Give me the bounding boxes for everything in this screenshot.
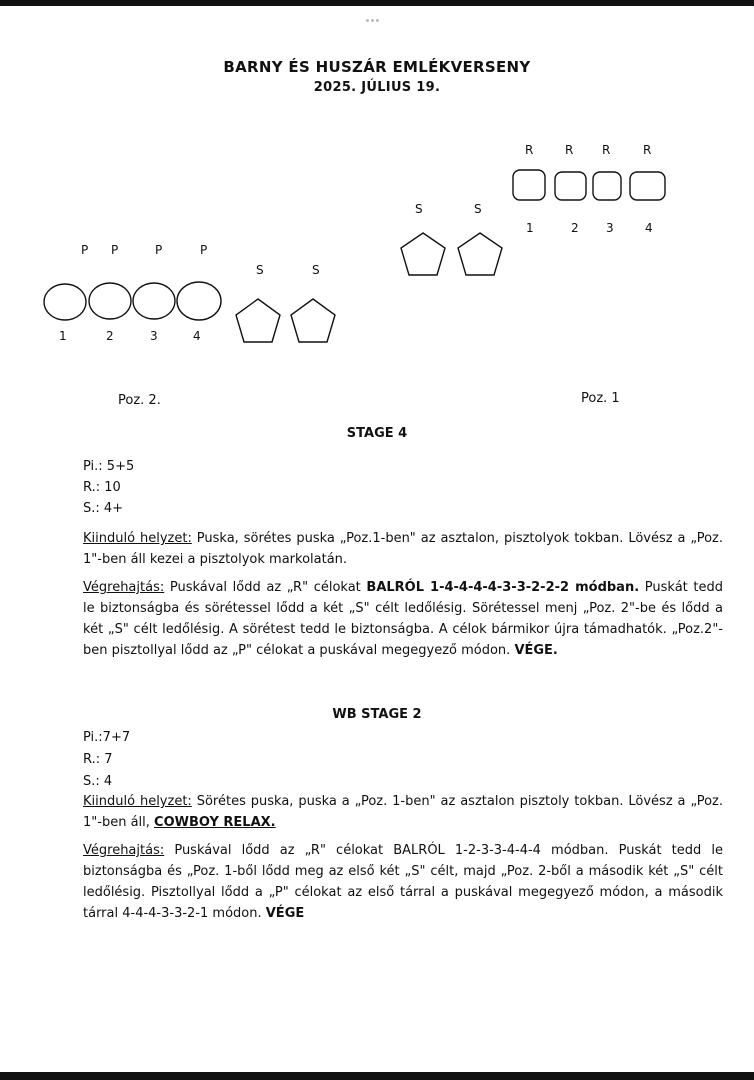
stage4-exec-text2: Puskát tedd le biztonságba és sörétessel lődd a két „S" célt ledőlésig. Sörétessel menj „Poz. 2"-be és lődd a két „S" célt ledőlésig. A sörétest tedd le biztonságba. A célok bármikor újra támadhatók. „Poz.2"-ben pisztollyal lődd az „P" célokat a puskával megegyező módon. [83,580,724,658]
stage4-execution [83,577,723,661]
p-number-3: 3 [150,329,158,343]
r-target-1 [513,170,545,200]
stage4-exec-text1: Puskával lődd az „R" célokat [164,580,367,595]
p-target-3 [133,283,175,319]
wb-stage2-pistol-count: Pi.:7+7 [83,730,131,745]
p-label-2: P [111,243,119,257]
stage4-pistol-count: Pi.: 5+5 [83,459,135,474]
r-label-3: R [602,143,611,157]
stage4-shotgun-count: S.: 4+ [83,501,124,516]
s-label-pos1-1: S [415,202,423,216]
s-target-pos2-2 [291,299,335,342]
p-label-1: P [81,243,89,257]
r-number-4: 4 [645,221,653,235]
stage4-heading: STAGE 4 [346,426,408,441]
wb-stage2-heading: WB STAGE 2 [332,707,422,722]
wb-stage2-execution [83,840,723,924]
wb-stage2-exec-text: Puskával lődd az „R" célokat BALRÓL 1-2-3-3-4-4-4 módban. Puskát tedd le biztonságba és „Poz. 1-ből lődd meg az első két „S" célt, majd „Poz. 2-ből a második két „S" célt ledőlésig. Pisztollyal lődd a „P" célokat az első tárral a puskával megegyező módon, a második tárral 4-4-4-3-3-2-1 módon. [83,843,723,921]
wb-stage2-exec-end: VÉGE [265,906,305,921]
drag-handle[interactable] [366,7,386,11]
wb-stage2-exec-label: Végrehajtás: [83,843,165,858]
stage4-exec-end: VÉGE. [514,643,558,658]
r-target-2 [555,172,586,200]
s-target-pos1-2 [458,233,502,275]
wb-stage2-start-label: Kiinduló helyzet: [83,794,192,809]
stage4-start-text: Puska, sörétes puska „Poz.1-ben" az asztalon, pisztolyok tokban. Lövész a „Poz. 1"-ben áll kezei a pisztolyok markolatán. [83,531,723,567]
r-number-1: 1 [526,221,534,235]
p-target-4 [177,282,221,320]
r-target-3 [593,172,621,200]
r-label-1: R [525,143,534,157]
stage4-start-label: Kiinduló helyzet: [83,531,192,546]
p-label-4: P [200,243,208,257]
wb-stage2-start-bold: COWBOY RELAX. [154,815,276,830]
r-label-2: R [565,143,574,157]
wb-stage2-start-position [83,791,723,833]
top-bar [0,0,754,6]
position-2-label: Poz. 2. [118,393,161,408]
stage4-exec-sequence: BALRÓL 1-4-4-4-4-3-3-2-2-2 módban. [366,580,640,595]
stage4-exec-label: Végrehajtás: [83,580,165,595]
stage-diagram [0,120,754,350]
wb-stage2-start-text: Sörétes puska, puska a „Poz. 1-ben" az asztalon pisztoly tokban. Lövész a „Poz. 1"-ben áll, [83,794,723,830]
r-label-4: R [643,143,652,157]
wb-stage2-shotgun-count: S.: 4 [83,774,113,789]
r-number-3: 3 [606,221,614,235]
s-label-pos2-1: S [256,263,264,277]
wb-stage2-rifle-count: R.: 7 [83,752,113,767]
s-label-pos1-2: S [474,202,482,216]
p-number-2: 2 [106,329,114,343]
s-target-pos2-1 [236,299,280,342]
p-target-1 [44,284,86,320]
s-label-pos2-2: S [312,263,320,277]
r-number-2: 2 [571,221,579,235]
p-target-2 [89,283,131,319]
bottom-bar [0,1072,754,1080]
stage4-start-position [83,528,723,570]
p-number-1: 1 [59,329,67,343]
r-target-4 [630,172,665,200]
p-label-3: P [155,243,163,257]
document-date: 2025. JÚLIUS 19. [313,80,441,95]
s-target-pos1-1 [401,233,445,275]
p-number-4: 4 [193,329,201,343]
position-1-label: Poz. 1 [581,391,620,406]
document-title: BARNY ÉS HUSZÁR EMLÉKVERSENY [223,58,531,76]
stage4-rifle-count: R.: 10 [83,480,121,495]
